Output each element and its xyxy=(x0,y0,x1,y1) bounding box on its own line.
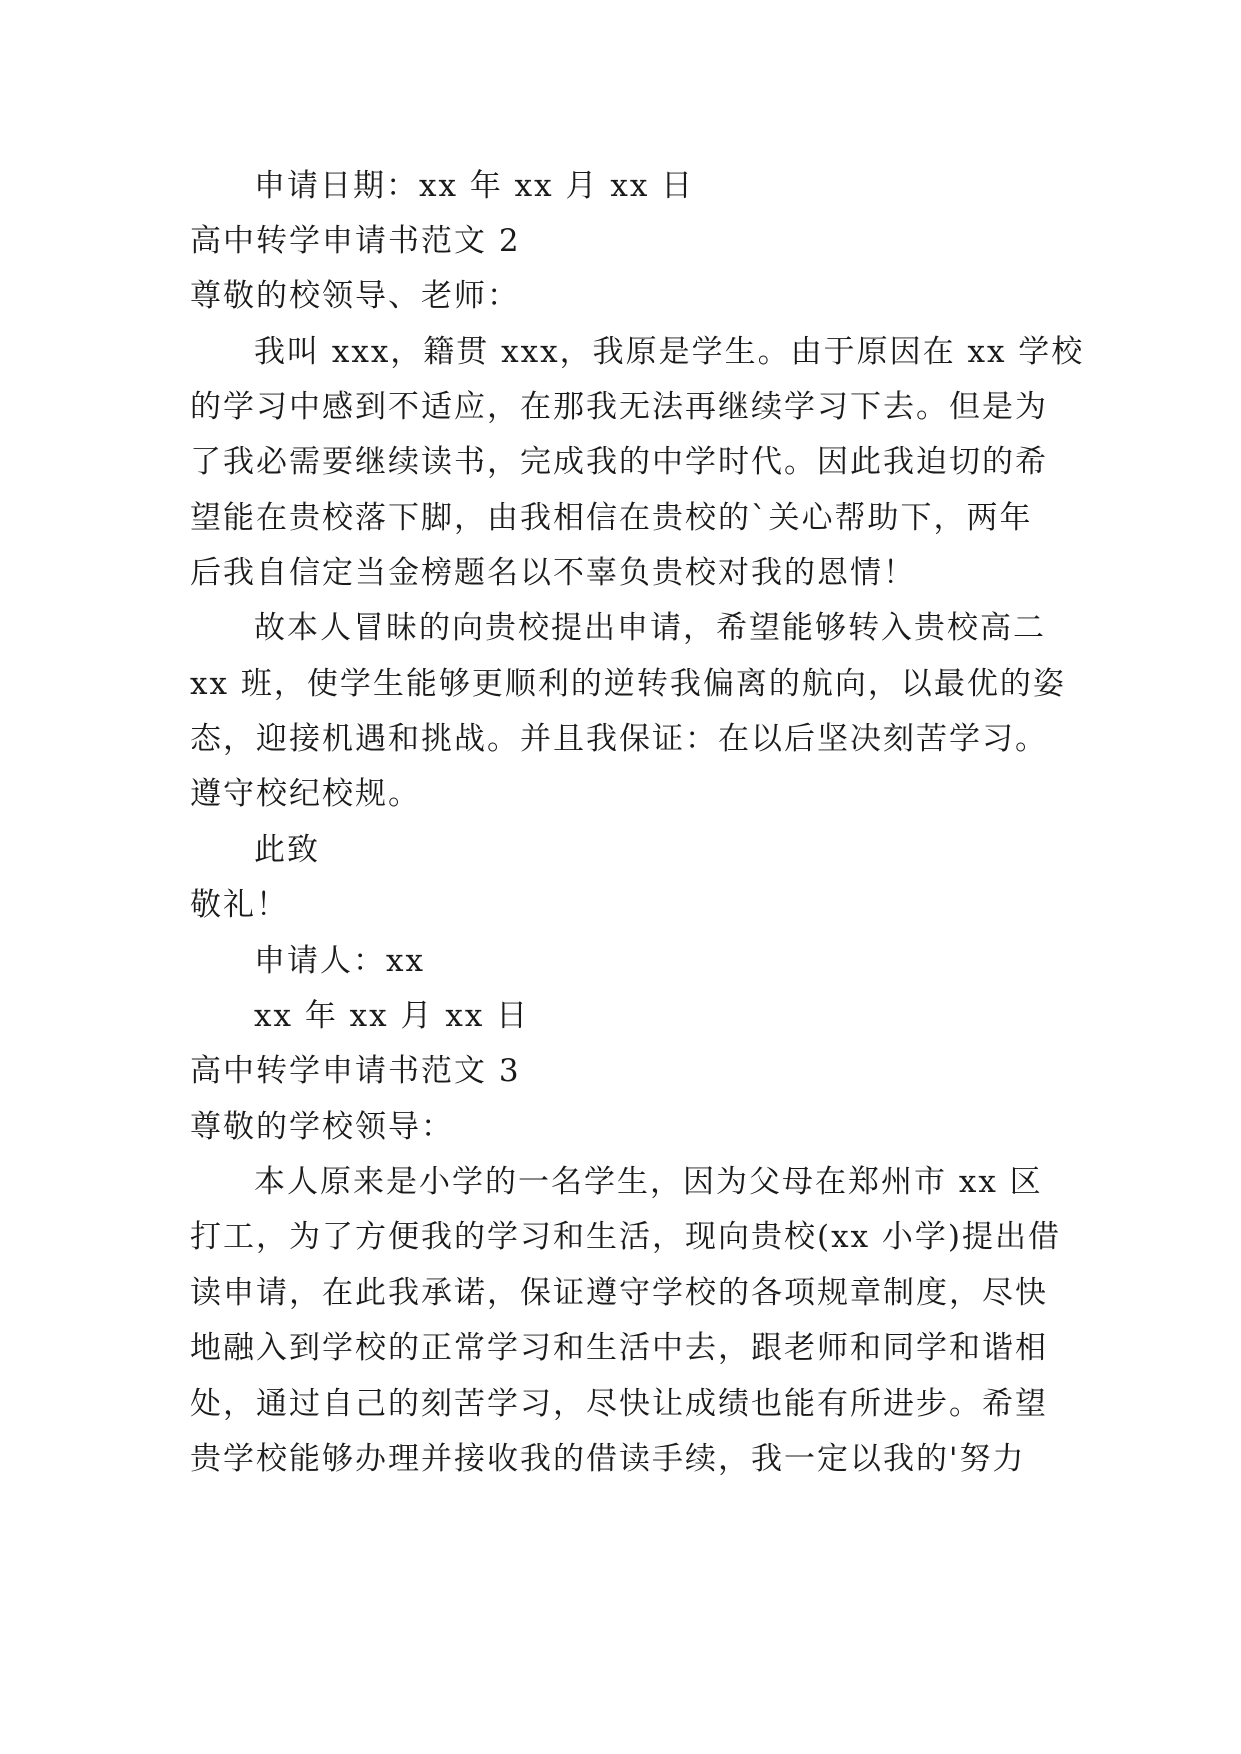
paragraph-line: 的学习中感到不适应，在那我无法再继续学习下去。但是为 xyxy=(190,389,1048,425)
sample3-heading: 高中转学申请书范文 3 xyxy=(190,1053,521,1089)
sample3-salutation: 尊敬的学校领导： xyxy=(190,1109,454,1145)
paragraph-line: 贵学校能够办理并接收我的借读手续，我一定以我的'努力 xyxy=(190,1441,1026,1477)
paragraph-line: 故本人冒昧的向贵校提出申请，希望能够转入贵校高二 xyxy=(254,610,1046,646)
paragraph-line: 读申请，在此我承诺，保证遵守学校的各项规章制度，尽快 xyxy=(190,1275,1048,1311)
sample2-heading: 高中转学申请书范文 2 xyxy=(190,223,521,259)
paragraph-line: 态，迎接机遇和挑战。并且我保证：在以后坚决刻苦学习。 xyxy=(190,721,1048,757)
paragraph-line: 处，通过自己的刻苦学习，尽快让成绩也能有所进步。希望 xyxy=(190,1386,1048,1422)
paragraph-line: 遵守校纪校规。 xyxy=(190,776,421,812)
paragraph-line: 地融入到学校的正常学习和生活中去，跟老师和同学和谐相 xyxy=(190,1330,1048,1366)
paragraph-line: 望能在贵校落下脚，由我相信在贵校的`关心帮助下，两年 xyxy=(190,500,1033,536)
application-date: 申请日期：xx 年 xx 月 xx 日 xyxy=(254,168,695,204)
paragraph-line: xx 班，使学生能够更顺利的逆转我偏离的航向，以最优的姿 xyxy=(190,666,1066,702)
paragraph-line: 本人原来是小学的一名学生，因为父母在郑州市 xx 区 xyxy=(254,1164,1043,1200)
paragraph-line: 打工，为了方便我的学习和生活，现向贵校(xx 小学)提出借 xyxy=(190,1219,1062,1255)
sample2-salutation: 尊敬的校领导、老师： xyxy=(190,278,520,314)
closing-ci-zhi: 此致 xyxy=(254,832,320,868)
paragraph-line: 后我自信定当金榜题名以不辜负贵校对我的恩情！ xyxy=(190,555,916,591)
paragraph-line: 我叫 xxx，籍贯 xxx，我原是学生。由于原因在 xx 学校 xyxy=(254,334,1085,370)
applicant-line: 申请人：xx xyxy=(254,943,425,979)
paragraph-line: 了我必需要继续读书，完成我的中学时代。因此我迫切的希 xyxy=(190,444,1048,480)
signature-date: xx 年 xx 月 xx 日 xyxy=(254,998,530,1034)
closing-jing-li: 敬礼！ xyxy=(190,887,289,923)
